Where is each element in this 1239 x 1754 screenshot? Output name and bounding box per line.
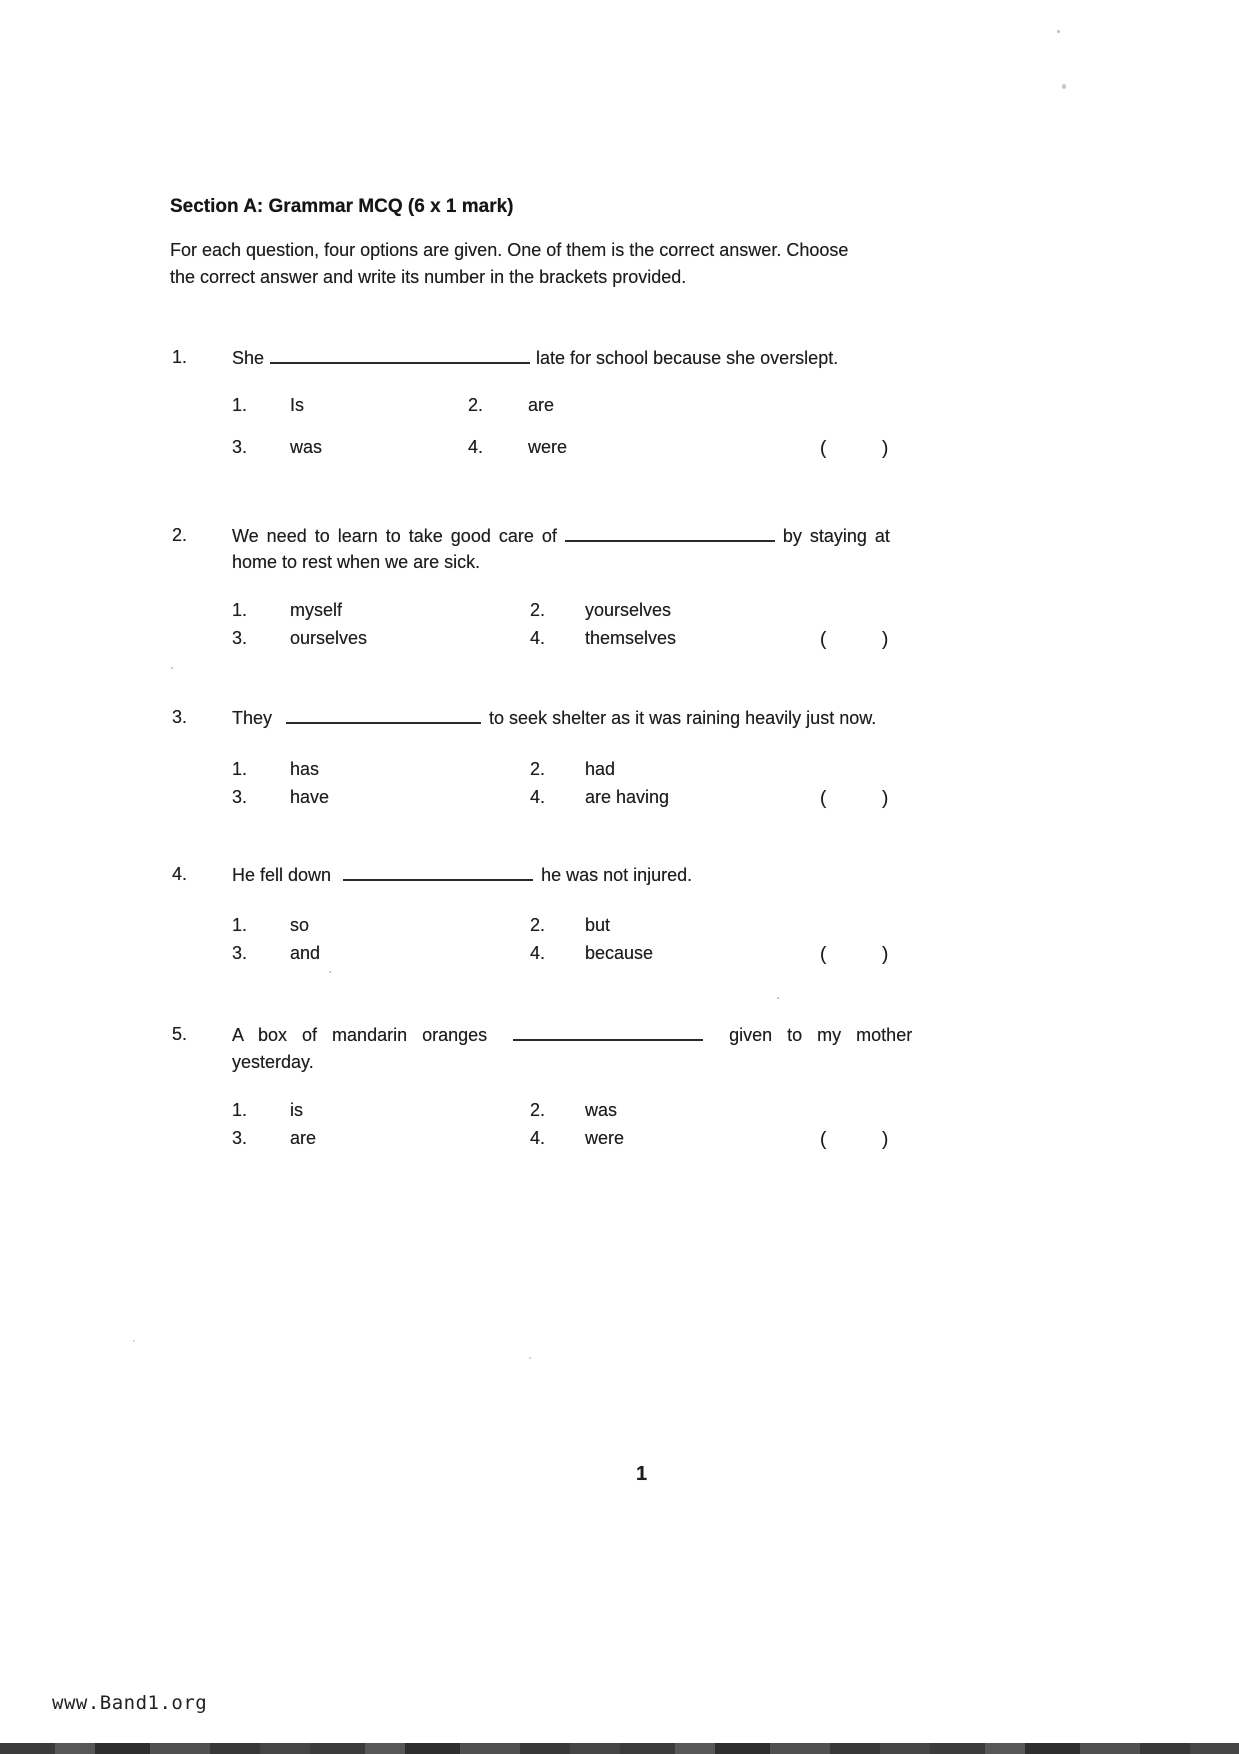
options-row xyxy=(232,913,932,939)
option-number: 2. xyxy=(530,1100,546,1120)
option-label: have xyxy=(290,787,330,807)
answer-blank-line xyxy=(286,705,481,724)
text-before-blank: We need to learn to take good care of xyxy=(232,526,557,547)
scan-speck xyxy=(1057,30,1060,33)
answer-blank-line xyxy=(343,862,533,881)
option-label: themselves xyxy=(585,628,677,648)
option-label: are xyxy=(528,395,555,415)
page-number: 1 xyxy=(636,1463,648,1485)
option-number: 2. xyxy=(530,600,546,620)
option-number: 4. xyxy=(530,1128,546,1148)
question-text xyxy=(232,705,876,730)
answer-bracket-close: ) xyxy=(882,629,889,650)
answer-bracket-close: ) xyxy=(882,1129,889,1150)
text-after-blank: to seek shelter as it was raining heavily just now. xyxy=(489,708,877,729)
question-number: 1. xyxy=(172,347,188,367)
options-row xyxy=(232,626,932,652)
text-after-blank: he was not injured. xyxy=(541,865,693,886)
instructions-line-1: For each question, four options are given. One of them is the correct answer. Choose xyxy=(170,240,849,260)
answer-blank-line xyxy=(565,523,775,542)
option-label: myself xyxy=(290,600,343,620)
option-label: yourselves xyxy=(585,600,672,620)
option-number: 4. xyxy=(530,787,546,807)
options-row xyxy=(232,435,932,461)
scan-speck xyxy=(1062,84,1066,89)
text-after-blank: late for school because she overslept. xyxy=(536,348,839,369)
option-label: has xyxy=(290,759,320,779)
answer-blank-line xyxy=(270,345,530,364)
question-text xyxy=(232,862,692,887)
answer-bracket-open: ( xyxy=(820,1129,827,1150)
question-number: 2. xyxy=(172,525,188,545)
answer-bracket-close: ) xyxy=(882,944,889,965)
question-text xyxy=(232,523,890,548)
options-row xyxy=(232,598,932,624)
text-before-blank: She xyxy=(232,348,265,369)
answer-bracket-close: ) xyxy=(882,788,889,809)
option-label: is xyxy=(290,1100,303,1120)
answer-bracket-close: ) xyxy=(882,438,889,459)
option-label: was xyxy=(585,1100,618,1120)
option-number: 3. xyxy=(232,943,248,963)
question-number: 5. xyxy=(172,1024,188,1044)
option-number: 1. xyxy=(232,915,248,935)
question-text-line2: yesterday. xyxy=(232,1052,314,1072)
option-number: 3. xyxy=(232,628,248,648)
option-number: 2. xyxy=(530,915,546,935)
scan-speck xyxy=(777,997,779,999)
option-label: were xyxy=(528,437,568,457)
option-label: but xyxy=(585,915,611,935)
options-row xyxy=(232,1126,932,1152)
text-after-blank: by staying at xyxy=(782,526,890,547)
text-after-blank: given to my mother xyxy=(729,1025,913,1046)
options-row xyxy=(232,757,932,783)
answer-bracket-open: ( xyxy=(820,629,827,650)
answer-bracket-open: ( xyxy=(820,944,827,965)
option-number: 2. xyxy=(530,759,546,779)
instructions-line-2: the correct answer and write its number in the brackets provided. xyxy=(170,267,687,287)
text-before-blank: They xyxy=(232,708,273,729)
section-title: Section A: Grammar MCQ (6 x 1 mark) xyxy=(170,196,514,217)
footer-watermark-url: www.Band1.org xyxy=(52,1692,208,1714)
question-number: 4. xyxy=(172,864,188,884)
text-before-blank: A box of mandarin oranges xyxy=(232,1025,488,1046)
option-label: ourselves xyxy=(290,628,368,648)
scan-edge-bar xyxy=(0,1743,1239,1754)
option-label: Is xyxy=(290,395,305,415)
option-number: 1. xyxy=(232,1100,248,1120)
option-label: are xyxy=(290,1128,317,1148)
scan-speck xyxy=(329,971,331,973)
option-number: 4. xyxy=(468,437,484,457)
option-number: 3. xyxy=(232,1128,248,1148)
question-number: 3. xyxy=(172,707,188,727)
option-label: because xyxy=(585,943,654,963)
scan-speck xyxy=(171,667,173,669)
option-number: 3. xyxy=(232,437,248,457)
options-row xyxy=(232,393,932,419)
option-label: so xyxy=(290,915,310,935)
options-row xyxy=(232,785,932,811)
option-number: 4. xyxy=(530,943,546,963)
option-label: had xyxy=(585,759,616,779)
text-before-blank: He fell down xyxy=(232,865,332,886)
option-label: and xyxy=(290,943,321,963)
option-number: 1. xyxy=(232,395,248,415)
option-number: 2. xyxy=(468,395,484,415)
option-number: 1. xyxy=(232,600,248,620)
option-label: was xyxy=(290,437,323,457)
answer-blank-line xyxy=(513,1022,703,1041)
option-number: 4. xyxy=(530,628,546,648)
question-text xyxy=(232,345,838,370)
option-number: 1. xyxy=(232,759,248,779)
scan-speck xyxy=(133,1340,135,1342)
option-label: are having xyxy=(585,787,670,807)
answer-bracket-open: ( xyxy=(820,788,827,809)
scan-speck xyxy=(529,1357,531,1359)
option-label: were xyxy=(585,1128,625,1148)
question-text-line2: home to rest when we are sick. xyxy=(232,552,481,572)
answer-bracket-open: ( xyxy=(820,438,827,459)
question-text xyxy=(232,1022,912,1047)
option-number: 3. xyxy=(232,787,248,807)
options-row xyxy=(232,1098,932,1124)
options-row xyxy=(232,941,932,967)
